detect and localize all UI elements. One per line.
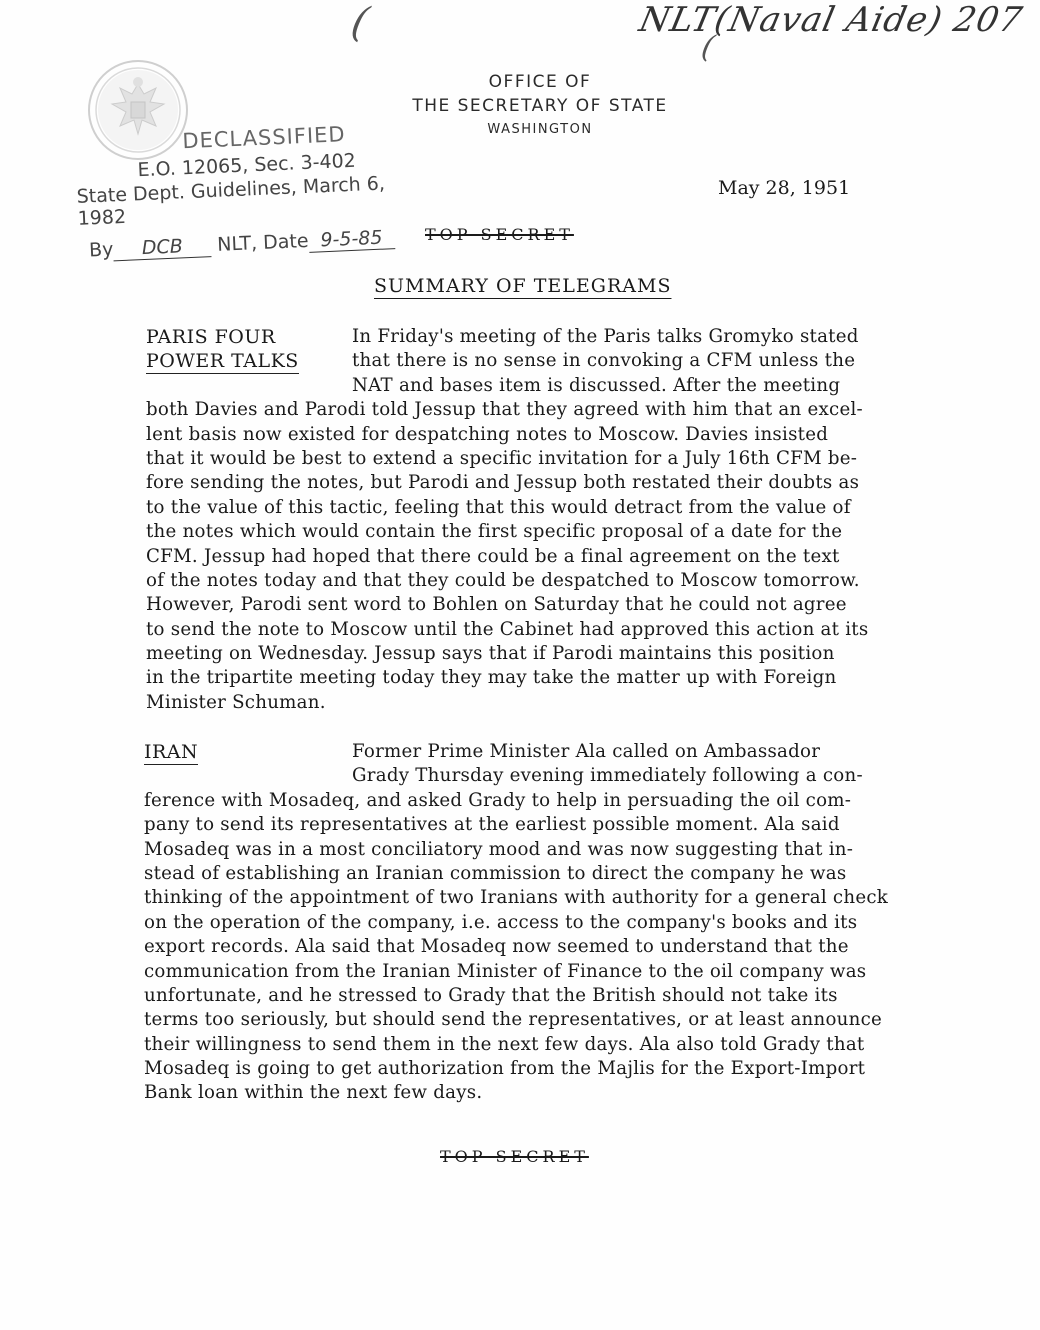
paragraph-line: meeting on Wednesday. Jessup says that if Parodi maintains this position <box>146 643 835 665</box>
paragraph-line: terms too seriously, but should send the representatives, or at least announce <box>144 1009 883 1031</box>
stamp-declassified: DECLASSIFIED <box>181 122 347 154</box>
classification-marking-top: TOP SECRET <box>425 225 574 244</box>
paragraph-line: to the value of this tactic, feeling that this would detract from the value of <box>146 496 851 518</box>
stamp-date-value: 9-5-85 <box>308 226 395 253</box>
paragraph-line: Minister Schuman. <box>146 691 326 713</box>
section-body-iran <box>144 740 888 1106</box>
paragraph-line: thinking of the appointment of two Iranians with authority for a general check <box>144 887 889 909</box>
declassification-stamp <box>74 118 439 263</box>
paragraph-line: of the notes today and that they could be despatched to Moscow tomorrow. <box>146 569 860 591</box>
paragraph-line: export records. Ala said that Mosadeq now seemed to understand that the <box>144 936 849 958</box>
handwritten-file-note: NLT(Naval Aide) 207 <box>635 0 1027 40</box>
paragraph-line: Mosadeq is going to get authorization from the Majlis for the Export-Import <box>144 1058 866 1080</box>
stamp-executive-order: E.O. 12065, Sec. 3-402 <box>137 149 357 182</box>
paragraph-line: Former Prime Minister Ala called on Ambassador <box>352 741 821 762</box>
stamp-authorization-line <box>89 224 440 262</box>
paragraph-line: In Friday's meeting of the Paris talks Gromyko stated <box>352 326 859 347</box>
paragraph-line: that there is no sense in convoking a CFM unless the <box>352 350 856 372</box>
paragraph-line: However, Parodi sent word to Bohlen on Saturday that he could not agree <box>146 594 847 616</box>
paragraph-line: lent basis now existed for despatching notes to Moscow. Davies insisted <box>146 423 829 445</box>
paragraph-line: the notes which would contain the first specific proposal of a date for the <box>146 521 843 543</box>
paragraph-line: fore sending the notes, but Parodi and Jessup both restated their doubts as <box>146 472 860 494</box>
classification-marking-bottom: TOP SECRET <box>440 1147 589 1166</box>
paragraph-line: unfortunate, and he stressed to Grady that the British should not take its <box>144 984 838 1006</box>
stamp-by-initials: DCB <box>113 234 212 261</box>
letterhead-office: OFFICE OF <box>488 72 592 92</box>
handwritten-paren-left: ( <box>347 0 373 46</box>
paragraph-line: CFM. Jessup had hoped that there could be a final agreement on the text <box>146 545 840 567</box>
document-title: SUMMARY OF TELEGRAMS <box>374 275 672 297</box>
section-heading-paris-line1: PARIS FOUR <box>146 326 276 348</box>
document-date: May 28, 1951 <box>718 177 851 199</box>
paragraph-line: Mosadeq was in a most conciliatory mood and was now suggesting that in- <box>144 838 854 860</box>
stamp-by-label: By <box>88 238 114 262</box>
paragraph-line: Grady Thursday evening immediately following a con- <box>352 765 863 787</box>
letterhead-city: WASHINGTON <box>487 122 593 137</box>
paragraph-line: communication from the Iranian Minister of Finance to the oil company was <box>144 960 867 982</box>
handwritten-paren-right: ( <box>698 30 718 65</box>
paragraph-line: to send the note to Moscow until the Cabinet had approved this action at its <box>146 618 869 640</box>
paragraph-line: Bank loan within the next few days. <box>144 1082 483 1104</box>
paragraph-line: NAT and bases item is discussed. After the meeting <box>352 374 841 396</box>
paragraph-line: their willingness to send them in the next few days. Ala also told Grady that <box>144 1033 865 1055</box>
paragraph-line: on the operation of the company, i.e. access to the company's books and its <box>144 911 858 933</box>
paragraph-line: in the tripartite meeting today they may take the matter up with Foreign <box>146 667 837 689</box>
letterhead-secretary: THE SECRETARY OF STATE <box>412 96 668 116</box>
section-body-paris <box>146 325 868 715</box>
stamp-nlt-date-label: NLT, Date <box>216 229 309 256</box>
paragraph-line: stead of establishing an Iranian commission to direct the company he was <box>144 862 847 884</box>
paragraph-line: that it would be best to extend a specific invitation for a July 16th CFM be- <box>146 447 858 469</box>
paragraph-line: both Davies and Parodi told Jessup that they agreed with him that an excel- <box>146 399 863 421</box>
section-heading-iran-line1: IRAN <box>144 741 199 763</box>
paragraph-line: ference with Mosadeq, and asked Grady to help in persuading the oil com- <box>144 789 852 811</box>
paragraph-line: pany to send its representatives at the earliest possible moment. Ala said <box>144 814 840 836</box>
section-heading-paris-line2: POWER TALKS <box>146 350 299 372</box>
stamp-guidelines: State Dept. Guidelines, March 6, 1982 <box>76 172 386 230</box>
